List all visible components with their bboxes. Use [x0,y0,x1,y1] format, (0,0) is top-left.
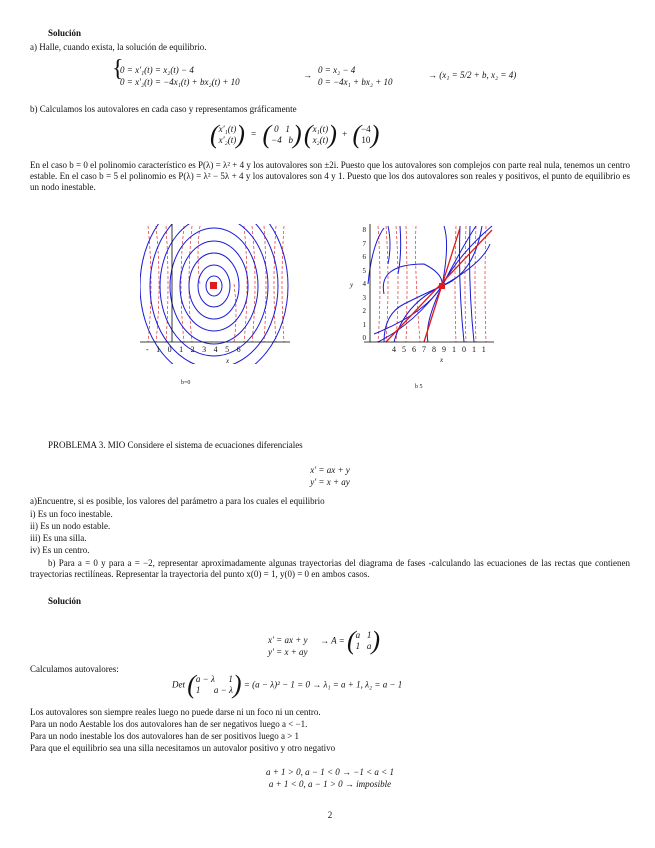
page-number: 2 [327,810,333,820]
problem3-part-b: b) Para a = 0 y para a = −2, representar aproximadamente algunas trayectorias del diagrama de fases -calculando las ecuaciones de las rectas que contienen trayectorias rectilíneas. Representar la trayectoria del punto x(0) = 1, y(0) = 0 en ambos casos. [30,558,630,579]
system-line-1: 0 = x'₁(t) = x₂(t) − 4 [120,65,194,75]
solucion-heading-2: Solución [48,596,82,606]
matrix-a: 0 1 −4 b [271,124,293,145]
right-x-ticks: 4567891011 [392,345,492,354]
item-i: i) Es un foco inestable. [30,509,113,519]
problem3-part-a: a)Encuentre, si es posible, los valores del parámetro a para los cuales el equilibrio [30,496,325,506]
problem3-system: x' = ax + y y' = x + ay [310,465,350,487]
conclusion-lines: Los autovalores son siempre reales luego no puede darse ni un foco ni un centro. Para un nodo Aestable los dos autovalores han de ser negativos luego a < −1. Para un nodo inestable los dos autovalores han de ser positivos luego a > 1 Para que el equilibrio sea una silla necesitamos un autovalor positivo y otro negativo [30,707,336,753]
matrix-A-def: → A = ( a 1 1 a ) [320,626,381,655]
autovalores-label: Calculamos autovalores: [30,664,119,674]
right-x-label: x [440,356,444,364]
matrix-A: a 1 1 a [355,630,372,651]
item-iv: iv) Es un centro. [30,545,90,555]
det-matrix: a − λ 1 1 a − λ [195,674,233,695]
equilibrium-result: → (x₁ = 5/2 + b, x₂ = 4) [428,70,517,80]
right-caption: b 5 [415,384,423,390]
equilibrium-point-node [439,283,445,289]
system-equations [112,56,240,88]
system-line-2: 0 = x'₂(t) = −4x₁(t) + bx₂(t) + 10 [120,77,240,87]
phase-portrait-center [140,224,290,364]
left-x-label: x [226,357,230,365]
implies-arrow-1: → [303,70,312,80]
part-b-text: b) Calculamos los autovalores en cada caso y representamos gráficamente [30,104,297,114]
left-brace: { [112,56,124,82]
determinant-equation: Det ( a − λ 1 1 a − λ ) = (a − λ)² − 1 = 0 → λ₁ = a + 1, λ₂ = a − 1 [172,670,403,699]
reduced-line-1: 0 = x₂ − 4 [318,65,356,75]
reduced-system [318,64,393,88]
equilibrium-point-center [210,282,217,289]
reduced-line-2: 0 = −4x₁ + bx₂ + 10 [318,77,393,87]
vector-c: −4 10 [361,124,371,145]
sys-equations: x' = ax + y y' = x + ay [268,635,308,657]
left-x-ticks: -10123456 [146,345,249,354]
left-caption: b=0 [181,380,191,386]
right-y-label: y [350,281,354,289]
lhs-vector: x'₁(t) x'₂(t) [218,124,237,145]
eigen-paragraph: En el caso b = 0 el polinomio característico es P(λ) = λ² + 4 y los autovalores son ±2i. Puesto que los autovalores son complejos con parte real nula, tenemos un centro estable. En el caso b = 5 el polinomio es P(λ) = λ² − 5λ + 4 y los autovalores son 4 y 1. Puesto que los dos autovalores son reales y positivos, el punto de equilibrio es un nodo inestable. [30,160,630,192]
matrix-equation: ( x'₁(t) x'₂(t) ) = ( 0 1 −4 b ) ( x₁(t) x₂(t) ) + ( −4 10 ) [210,120,380,149]
vector-x: x₁(t) x₂(t) [312,124,329,145]
part-a-text: a) Halle, cuando exista, la solución de equilibrio. [30,42,207,52]
problem3-items [30,508,113,556]
silla-conditions: a + 1 > 0, a − 1 < 0 → −1 < a < 1 a + 1 < 0, a − 1 > 0 → imposible [265,767,394,789]
right-y-ticks: 8 7 6 5 4 3 2 1 0 [362,226,366,342]
phase-portrait-node [350,224,494,364]
item-ii: ii) Es un nodo estable. [30,521,111,531]
solucion-heading-1: Solución [48,28,82,38]
problem3-title: PROBLEMA 3. MIO Considere el sistema de ecuaciones diferenciales [48,440,303,450]
item-iii: iii) Es una silla. [30,533,87,543]
